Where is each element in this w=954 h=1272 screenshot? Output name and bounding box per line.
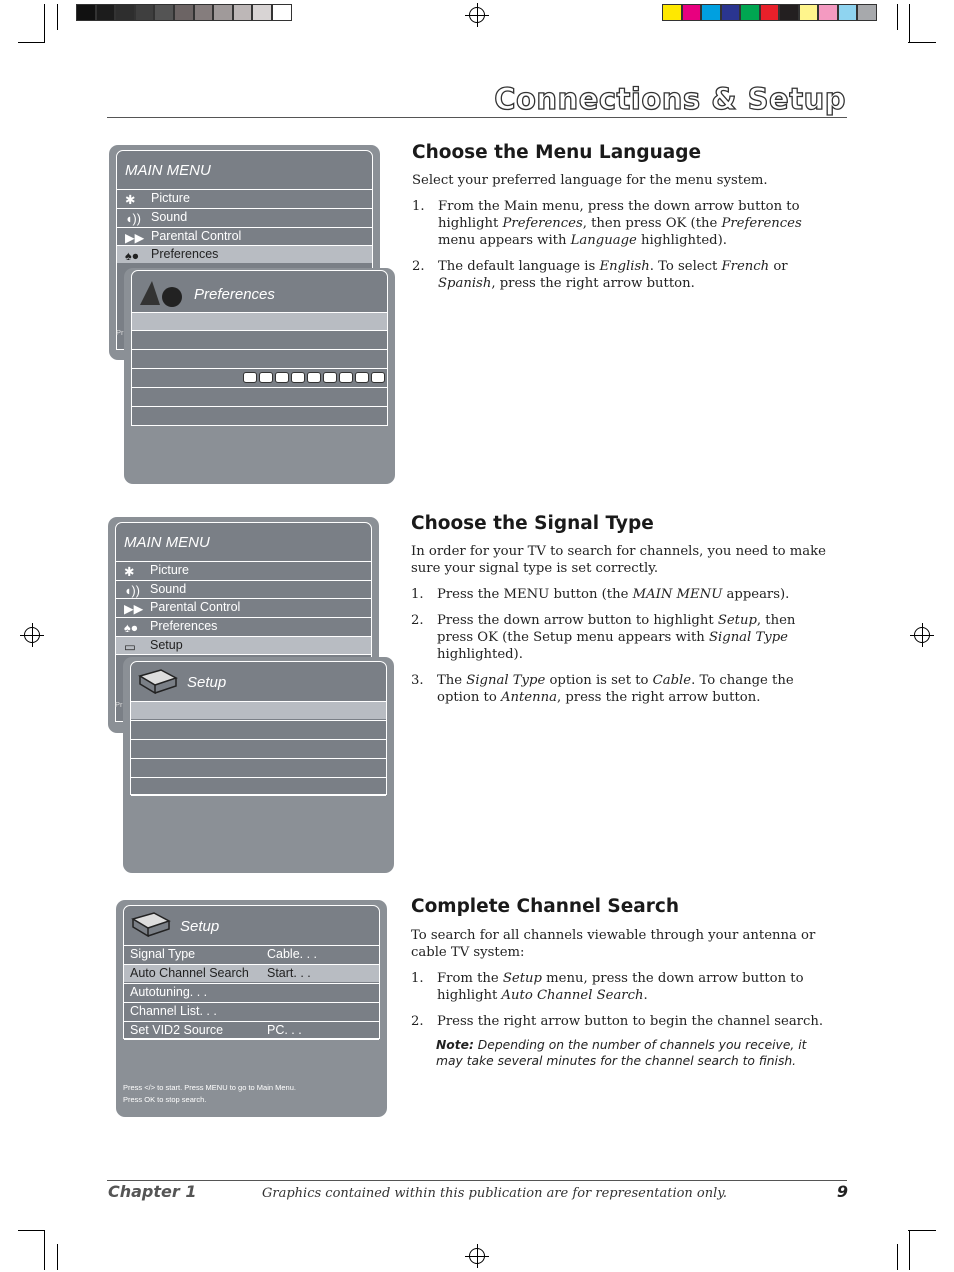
step-text: Press the down arrow button to highlight	[437, 613, 718, 628]
step-text: From the	[437, 971, 503, 986]
option-icon	[291, 372, 305, 383]
emphasis-term: Signal Type	[466, 673, 546, 688]
section-heading-channel-search: Complete Channel Search	[411, 896, 680, 917]
help-line: Press </> to start. Press MENU to go to Main Menu.	[123, 1083, 296, 1092]
menu-item[interactable]	[131, 720, 386, 738]
color-swatch	[721, 4, 741, 21]
step-text: or	[769, 259, 788, 274]
setup-menu	[123, 905, 380, 1039]
step-text: , then press OK (the Setup menu appears with	[437, 613, 796, 645]
note-text: Depending on the number of channels you receive, it may take several minutes for the channel search to finish.	[436, 1038, 807, 1068]
menu-title: Setup	[187, 674, 227, 691]
header-rule	[107, 117, 847, 118]
setup-row-label: Auto Channel Search	[130, 966, 249, 980]
color-swatch	[740, 4, 760, 21]
step-item	[411, 970, 841, 1004]
step-item	[411, 672, 831, 706]
color-swatch	[799, 4, 819, 21]
option-icon	[307, 372, 321, 383]
step-text: . To change the option to	[437, 673, 794, 705]
emphasis-term: Signal Type	[709, 630, 788, 645]
setup-row[interactable]	[124, 1021, 379, 1040]
emphasis-term: Auto Channel Search	[501, 988, 644, 1003]
emphasis-term: English	[599, 259, 650, 274]
step-list	[412, 198, 832, 301]
step-item	[412, 258, 832, 292]
color-swatch	[135, 4, 155, 21]
preferences-icon: ♠●	[125, 249, 140, 263]
color-swatch	[818, 4, 838, 21]
menu-item[interactable]	[132, 349, 387, 367]
step-item	[411, 586, 831, 603]
menu-title: Setup	[180, 918, 220, 935]
step-text: appears).	[722, 587, 790, 602]
color-swatch	[194, 4, 214, 21]
step-list	[411, 586, 831, 715]
registration-mark-icon	[914, 627, 930, 643]
setup-icon	[130, 911, 172, 937]
channel-search-screen	[116, 900, 387, 1117]
setup-row[interactable]	[124, 964, 379, 982]
setup-icon	[137, 668, 179, 694]
step-text: highlighted).	[437, 647, 523, 662]
menu-title: MAIN MENU	[125, 162, 211, 179]
step-text: , press the right arrow button.	[491, 276, 695, 291]
color-swatch	[154, 4, 174, 21]
menu-item[interactable]	[132, 330, 387, 348]
menu-item-picture[interactable]: ✱ Picture	[117, 189, 372, 207]
option-icon	[339, 372, 353, 383]
section-heading-menu-language: Choose the Menu Language	[412, 142, 702, 163]
setup-icon: ▭	[124, 640, 136, 654]
preferences-icon: ♠●	[124, 621, 139, 635]
menu-item-preferences[interactable]: ♠● Preferences	[116, 617, 371, 635]
step-number: 3.	[411, 673, 424, 688]
emphasis-term: Setup	[717, 613, 757, 628]
menu-item-parental-control[interactable]: ▶▶ Parental Control	[117, 227, 372, 245]
option-icon	[355, 372, 369, 383]
setup-row-label: Signal Type	[130, 947, 196, 961]
emphasis-term: French	[721, 259, 770, 274]
color-swatch	[76, 4, 96, 21]
emphasis-term: Preferences	[721, 216, 802, 231]
color-swatch	[174, 4, 194, 21]
registration-mark-icon	[469, 1248, 485, 1264]
option-icon	[259, 372, 273, 383]
preferences-screen	[124, 268, 395, 484]
step-text: , then press OK (the	[582, 216, 722, 231]
step-number: 1.	[411, 971, 424, 986]
step-text: Press the MENU button (the	[437, 587, 633, 602]
menu-item[interactable]	[132, 368, 387, 386]
help-line: Press OK to stop search.	[123, 1095, 207, 1104]
menu-item-language[interactable]	[132, 312, 387, 330]
preferences-menu	[131, 270, 388, 426]
setup-row-label: Channel List. . .	[130, 1004, 217, 1018]
setup-row-label: Autotuning. . .	[130, 985, 208, 999]
picture-icon: ✱	[124, 565, 135, 579]
section-intro: To search for all channels viewable through your antenna or cable TV system:	[411, 928, 816, 960]
setup-row-label: Set VID2 Source	[130, 1023, 224, 1037]
step-text: menu appears with	[438, 233, 571, 248]
menu-item[interactable]	[131, 758, 386, 776]
option-icon-strip	[243, 372, 385, 383]
emphasis-term: Spanish	[438, 276, 492, 291]
setup-menu	[130, 661, 387, 795]
menu-title: MAIN MENU	[124, 534, 210, 551]
note	[436, 1037, 816, 1069]
parental-lock-icon: ▶▶	[124, 602, 144, 616]
emphasis-term: Preferences	[502, 216, 583, 231]
color-swatch	[662, 4, 682, 21]
color-swatch	[213, 4, 233, 21]
section-heading-signal-type: Choose the Signal Type	[411, 513, 654, 534]
step-list	[411, 970, 841, 1039]
setup-row[interactable]	[124, 983, 379, 1001]
step-text: . To select	[649, 259, 722, 274]
emphasis-term: MAIN MENU	[632, 587, 723, 602]
setup-row[interactable]	[124, 945, 379, 963]
preferences-icon	[136, 279, 186, 307]
menu-item[interactable]	[131, 739, 386, 757]
page-title: Connections & Setup	[494, 82, 846, 116]
color-swatch	[252, 4, 272, 21]
step-number: 2.	[411, 1014, 424, 1029]
step-item	[411, 612, 831, 663]
color-swatch	[701, 4, 721, 21]
step-number: 2.	[411, 613, 424, 628]
emphasis-term: Setup	[502, 971, 542, 986]
help-text	[123, 1082, 296, 1106]
menu-item-setup[interactable]: ▭ Setup	[116, 636, 371, 655]
emphasis-term: Antenna	[500, 690, 557, 705]
speaker-icon: ◖))	[124, 584, 140, 598]
setup-row-value: PC. . .	[267, 1023, 302, 1037]
footer-note: Graphics contained within this publication are for representation only.	[262, 1186, 728, 1201]
color-swatch	[233, 4, 253, 21]
step-text: The	[437, 673, 467, 688]
step-text: menu, press the down arrow button to highlight	[437, 971, 804, 1003]
step-text: highlighted).	[636, 233, 727, 248]
step-text: From the Main menu, press the down arrow button to highlight	[438, 199, 800, 231]
menu-item-picture[interactable]: ✱ Picture	[116, 561, 371, 579]
note-label: Note:	[436, 1038, 474, 1052]
registration-mark-icon	[469, 7, 485, 23]
section-intro: Select your preferred language for the menu system.	[412, 173, 768, 188]
color-swatch	[272, 4, 292, 21]
option-icon	[243, 372, 257, 383]
menu-item-signal-type[interactable]	[131, 701, 386, 719]
emphasis-term: Language	[570, 233, 637, 248]
menu-title: Preferences	[194, 286, 275, 303]
color-swatch	[115, 4, 135, 21]
menu-item[interactable]	[132, 406, 387, 426]
menu-item-sound[interactable]: ◖)) Sound	[117, 208, 372, 226]
color-swatch	[779, 4, 799, 21]
parental-lock-icon: ▶▶	[125, 231, 145, 245]
step-number: 2.	[412, 259, 425, 274]
footer-chapter: Chapter 1	[108, 1182, 197, 1201]
step-text: The default language is	[438, 259, 600, 274]
picture-icon: ✱	[125, 193, 136, 207]
step-number: 1.	[412, 199, 425, 214]
registration-mark-icon	[24, 627, 40, 643]
step-text: .	[643, 988, 648, 1003]
color-swatch	[838, 4, 858, 21]
section-intro: In order for your TV to search for channels, you need to make sure your signal type is set correctly.	[411, 544, 826, 576]
menu-help-fragment: Pr	[116, 328, 124, 337]
setup-screen	[123, 657, 394, 873]
menu-item[interactable]	[132, 387, 387, 405]
menu-item-preferences[interactable]: ♠● Preferences	[117, 245, 372, 263]
option-icon	[323, 372, 337, 383]
menu-item[interactable]	[131, 777, 386, 796]
speaker-icon: ◖))	[125, 212, 141, 226]
footer-rule	[107, 1180, 847, 1181]
setup-row-value: Start. . .	[267, 966, 311, 980]
step-text: option is set to	[545, 673, 653, 688]
menu-item-sound[interactable]: ◖)) Sound	[116, 580, 371, 598]
color-swatch	[682, 4, 702, 21]
page-number: 9	[836, 1182, 848, 1201]
color-swatch	[96, 4, 116, 21]
color-swatch	[857, 4, 877, 21]
step-number: 1.	[411, 587, 424, 602]
step-item	[411, 1013, 841, 1030]
step-text: Press the right arrow button to begin the channel search.	[437, 1014, 824, 1029]
option-icon	[371, 372, 385, 383]
emphasis-term: Cable	[652, 673, 692, 688]
setup-row[interactable]	[124, 1002, 379, 1020]
option-icon	[275, 372, 289, 383]
setup-row-value: Cable. . .	[267, 947, 318, 961]
color-swatch	[760, 4, 780, 21]
menu-item-parental-control[interactable]: ▶▶ Parental Control	[116, 598, 371, 616]
step-text: , press the right arrow button.	[556, 690, 761, 705]
menu-help-fragment: Pr	[115, 700, 123, 709]
step-item	[412, 198, 832, 249]
